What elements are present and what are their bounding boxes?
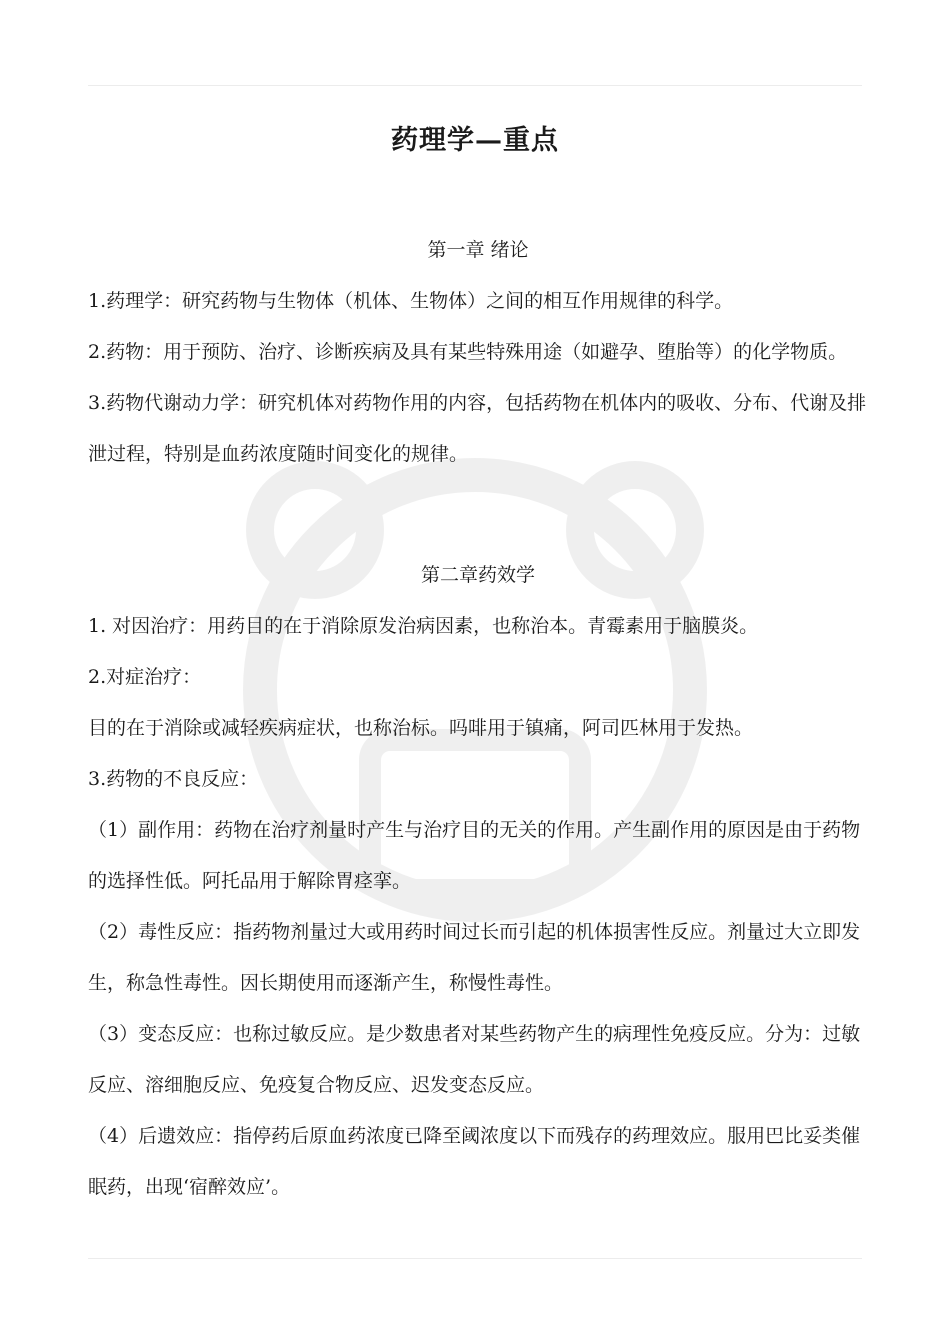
footer-divider <box>88 1258 862 1259</box>
document-body <box>88 225 868 1213</box>
chapter-2-item: 目的在于消除或减轻疾病症状，也称治标。吗啡用于镇痛，阿司匹林用于发热。 <box>88 717 754 739</box>
chapter-2-item: 3.药物的不良反应： <box>88 768 259 790</box>
chapter-1-heading: 第一章 绪论 <box>427 239 529 261</box>
chapter-2-item: （4）后遗效应：指停药后原血药浓度已降至阈浓度以下而残存的药理效应。服用巴比妥类催眠药，出现‘宿醉效应’。 <box>88 1125 861 1198</box>
chapter-1-item: 2.药物：用于预防、治疗、诊断疾病及具有某些特殊用途（如避孕、堕胎等）的化学物质。 <box>88 341 848 363</box>
document-title: 药理学—重点 <box>391 125 559 156</box>
chapter-2-item: （2）毒性反应：指药物剂量过大或用药时间过长而引起的机体损害性反应。剂量过大立即发生，称急性毒性。因长期使用而逐渐产生，称慢性毒性。 <box>88 921 861 994</box>
chapter-1-item: 3.药物代谢动力学：研究机体对药物作用的内容，包括药物在机体内的吸收、分布、代谢及排泄过程，特别是血药浓度随时间变化的规律。 <box>88 392 867 465</box>
chapter-2-item: 1. 对因治疗：用药目的在于消除原发治病因素，也称治本。青霉素用于脑膜炎。 <box>88 615 759 637</box>
chapter-2-item: （3）变态反应：也称过敏反应。是少数患者对某些药物产生的病理性免疫反应。分为：过敏反应、溶细胞反应、免疫复合物反应、迟发变态反应。 <box>88 1023 861 1096</box>
chapter-2-item: 2.对症治疗： <box>88 666 202 688</box>
header-divider <box>88 85 862 86</box>
chapter-1-item: 1.药理学：研究药物与生物体（机体、生物体）之间的相互作用规律的科学。 <box>88 290 734 312</box>
chapter-2-heading: 第二章药效学 <box>420 564 535 586</box>
chapter-2-item: （1）副作用：药物在治疗剂量时产生与治疗目的无关的作用。产生副作用的原因是由于药物的选择性低。阿托品用于解除胃痉挛。 <box>88 819 861 892</box>
